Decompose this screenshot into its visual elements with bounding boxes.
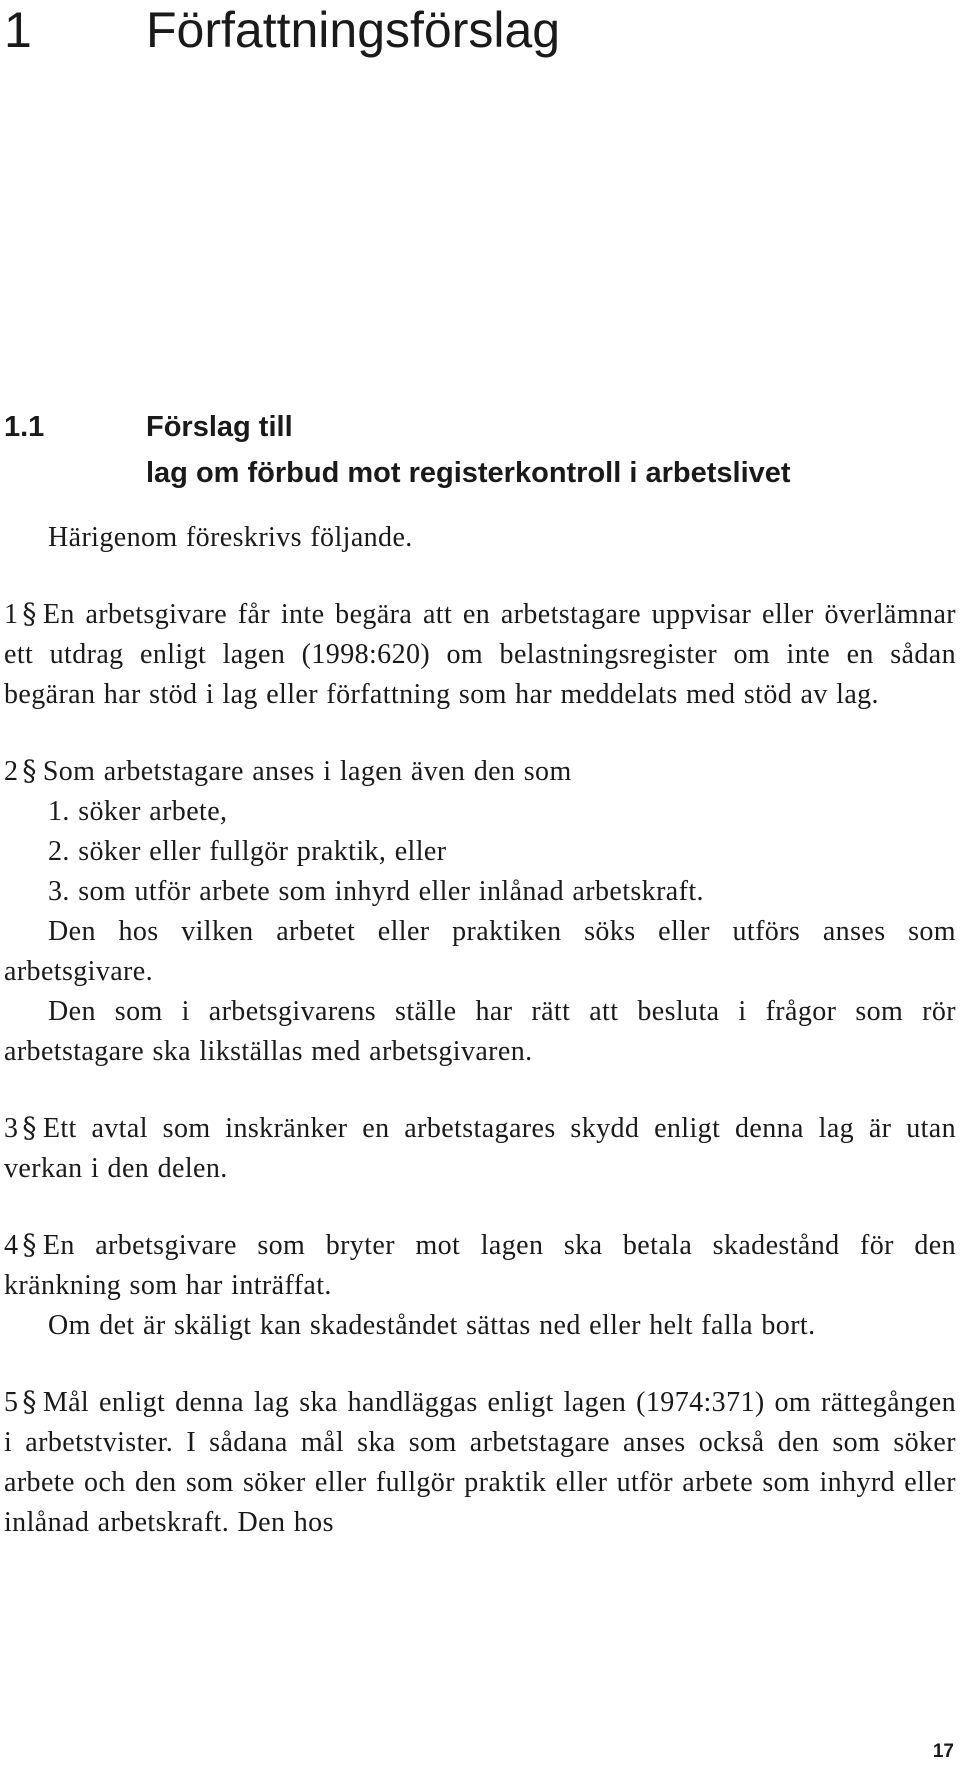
section-1-number: 1	[4, 599, 19, 630]
section-2-list-item-1: 1. söker arbete,	[48, 796, 228, 827]
paragraph-symbol: §	[22, 754, 37, 787]
law-text	[4, 518, 956, 1543]
section-3-paragraph	[4, 1108, 956, 1189]
page-number: 17	[932, 1741, 954, 1762]
chapter-title: Författningsförslag	[146, 2, 561, 58]
section-title	[146, 404, 791, 496]
section-3-number: 3	[4, 1113, 19, 1144]
paragraph-symbol: §	[22, 1111, 37, 1144]
section-1-paragraph	[4, 594, 956, 715]
section-2-list-item-3: 3. som utför arbete som inhyrd eller inlånad arbetskraft.	[48, 876, 704, 907]
section-1-text: En arbetsgivare får inte begära att en arbetstagare uppvisar eller överlämnar ett utdrag enligt lagen (1998:620) om belastningsregister om inte en sådan begäran har stöd i lag eller författning som har meddelats med stöd av lag.	[4, 599, 956, 710]
section-4-number: 4	[4, 1230, 19, 1261]
section-2-list-item-2: 2. söker eller fullgör praktik, eller	[48, 836, 447, 867]
section-3-text: Ett avtal som inskränker en arbetstagares skydd enligt denna lag är utan verkan i den delen.	[4, 1113, 956, 1184]
section-number: 1.1	[4, 411, 45, 443]
section-2-text: Som arbetstagare anses i lagen även den som	[42, 756, 572, 787]
section-title-line-2: lag om förbud mot registerkontroll i arbetslivet	[146, 457, 791, 489]
section-2-paragraph-3: Den som i arbetsgivarens ställe har rätt att besluta i frågor som rör arbetstagare ska likställas med arbetsgivaren.	[4, 996, 956, 1067]
section-2-paragraph	[4, 751, 956, 792]
section-title-line-1: Förslag till	[146, 411, 293, 443]
section-2-number: 2	[4, 756, 19, 787]
paragraph-symbol: §	[22, 1228, 37, 1261]
section-4-text: En arbetsgivare som bryter mot lagen ska betala skadestånd för den kränkning som har inträffat.	[4, 1230, 956, 1301]
paragraph-symbol: §	[22, 597, 37, 630]
section-5-paragraph	[4, 1382, 956, 1543]
section-4-paragraph	[4, 1225, 956, 1306]
intro-paragraph: Härigenom föreskrivs följande.	[48, 522, 413, 553]
chapter-heading	[4, 0, 944, 60]
section-5-text: Mål enligt denna lag ska handläggas enligt lagen (1974:371) om rättegången i arbetstvister. I sådana mål ska som arbetstagare anses också den som söker arbete och den som söker eller fullgör praktik eller utför arbete som inhyrd eller inlånad arbetskraft. Den hos	[4, 1387, 956, 1538]
paragraph-symbol: §	[22, 1385, 37, 1418]
chapter-number: 1	[4, 2, 32, 58]
section-5-number: 5	[4, 1387, 19, 1418]
section-4-paragraph-2: Om det är skäligt kan skadeståndet sättas ned eller helt falla bort.	[48, 1310, 816, 1341]
section-2-paragraph-2: Den hos vilken arbetet eller praktiken söks eller utförs anses som arbetsgivare.	[4, 916, 956, 987]
